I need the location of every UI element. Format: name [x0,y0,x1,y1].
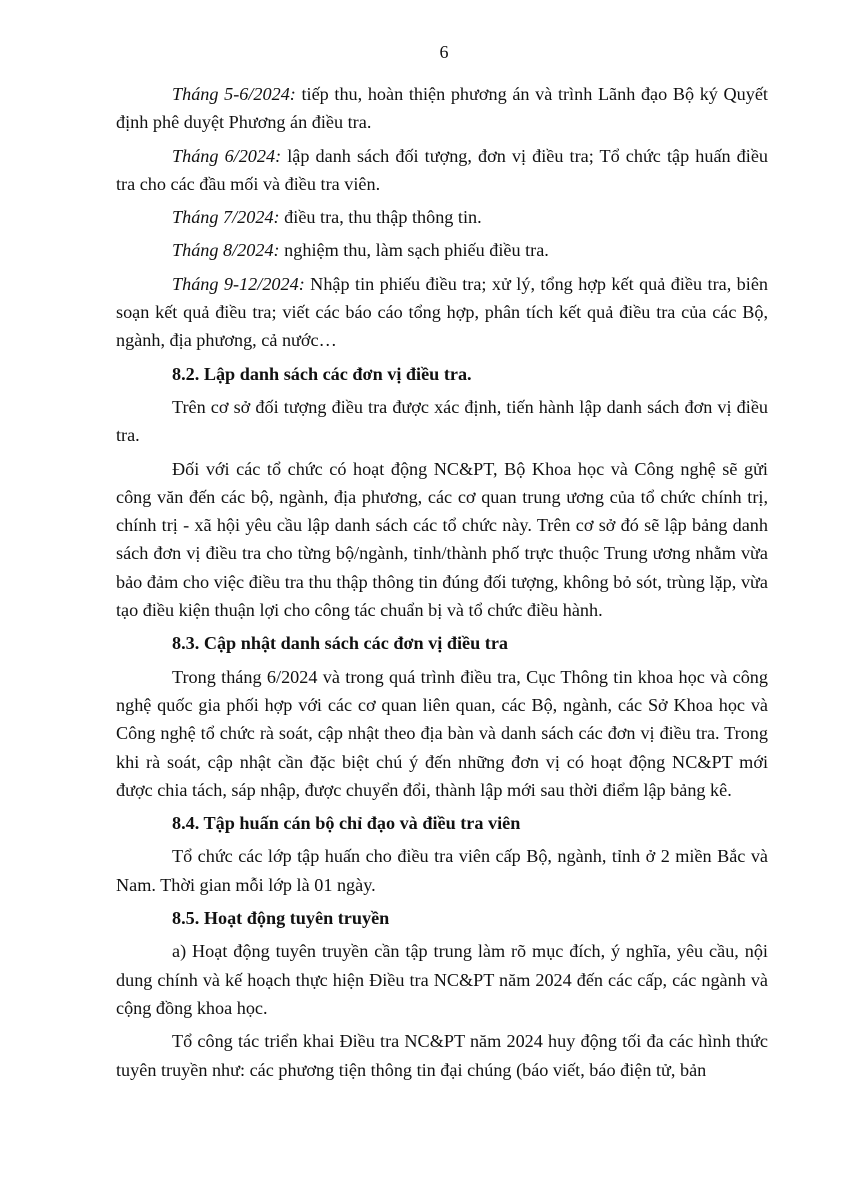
timeline-date: Tháng 8/2024: [172,240,280,261]
section-heading: 8.5. Hoạt động tuyên truyền [172,908,390,929]
timeline-date: Tháng 9-12/2024: [172,273,305,294]
timeline-item [116,203,768,231]
timeline-text: điều tra, thu thập thông tin. [279,207,482,228]
timeline-text: tiếp thu, hoàn thiện phương án và trình Lãnh đạo Bộ ký Quyết định phê duyệt Phương án điều tra. [116,84,768,133]
timeline-item [116,80,768,137]
timeline-text: lập danh sách đối tượng, đơn vị điều tra; Tổ chức tập huấn điều tra cho các đầu mối và điều tra viên. [116,145,768,194]
timeline-item [116,270,768,355]
section-heading: 8.4. Tập huấn cán bộ chỉ đạo và điều tra viên [172,813,521,834]
timeline-date: Tháng 5-6/2024: [172,84,296,104]
timeline-item [116,236,768,264]
document-body [116,80,768,1084]
paragraph: Trên cơ sở đối tượng điều tra được xác định, tiến hành lập danh sách đơn vị điều tra. [116,396,768,446]
section-heading: 8.3. Cập nhật danh sách các đơn vị điều tra [172,633,508,654]
section-heading: 8.2. Lập danh sách các đơn vị điều tra. [172,363,472,384]
page-number: 6 [439,42,449,62]
paragraph: Trong tháng 6/2024 và trong quá trình điều tra, Cục Thông tin khoa học và công nghệ quốc gia phối hợp với các cơ quan liên quan, các Bộ, ngành, các Sở Khoa học và Công nghệ tổ chức rà soát, cập nhật theo địa bàn và danh sách các đơn vị điều tra. Trong khi rà soát, cập nhật cần đặc biệt chú ý đến những đơn vị có hoạt động NC&PT mới được chia tách, sáp nhập, được chuyển đổi, thành lập mới sau thời điểm lập bảng kê. [116,666,768,800]
timeline-list [116,80,768,355]
paragraph: Đối với các tổ chức có hoạt động NC&PT, Bộ Khoa học và Công nghệ sẽ gửi công văn đến các bộ, ngành, địa phương, các cơ quan trung ương của tổ chức chính trị, chính trị - xã hội yêu cầu lập danh sách các tổ chức này. Trên cơ sở đó sẽ lập bảng danh sách đơn vị điều tra cho từng bộ/ngành, tỉnh/thành phố trực thuộc Trung ương nhằm vừa bảo đảm cho việc điều tra thu thập thông tin đúng đối tượng, không bỏ sót, trùng lặp, vừa tạo điều kiện thuận lợi cho công tác chuẩn bị và tổ chức điều hành. [116,458,768,621]
timeline-item [116,142,768,199]
timeline-date: Tháng 7/2024: [172,207,280,228]
timeline-text: nghiệm thu, làm sạch phiếu điều tra. [279,240,549,261]
paragraph: Tổ chức các lớp tập huấn cho điều tra viên cấp Bộ, ngành, tỉnh ở 2 miền Bắc và Nam. Thời gian mỗi lớp là 01 ngày. [116,846,768,895]
timeline-date: Tháng 6/2024: [172,145,282,166]
paragraph: Tổ công tác triển khai Điều tra NC&PT năm 2024 huy động tối đa các hình thức tuyên truyền như: các phương tiện thông tin đại chúng (báo viết, báo điện tử, bản [116,1031,768,1080]
timeline-text: Nhập tin phiếu điều tra; xử lý, tổng hợp kết quả điều tra, biên soạn kết quả điều tra; viết các báo cáo tổng hợp, phân tích kết quả điều tra của các Bộ, ngành, địa phương, cả nước… [116,273,768,351]
paragraph: a) Hoạt động tuyên truyền cần tập trung làm rõ mục đích, ý nghĩa, yêu cầu, nội dung chính và kế hoạch thực hiện Điều tra NC&PT năm 2024 đến các cấp, các ngành và cộng đồng khoa học. [116,941,768,1018]
